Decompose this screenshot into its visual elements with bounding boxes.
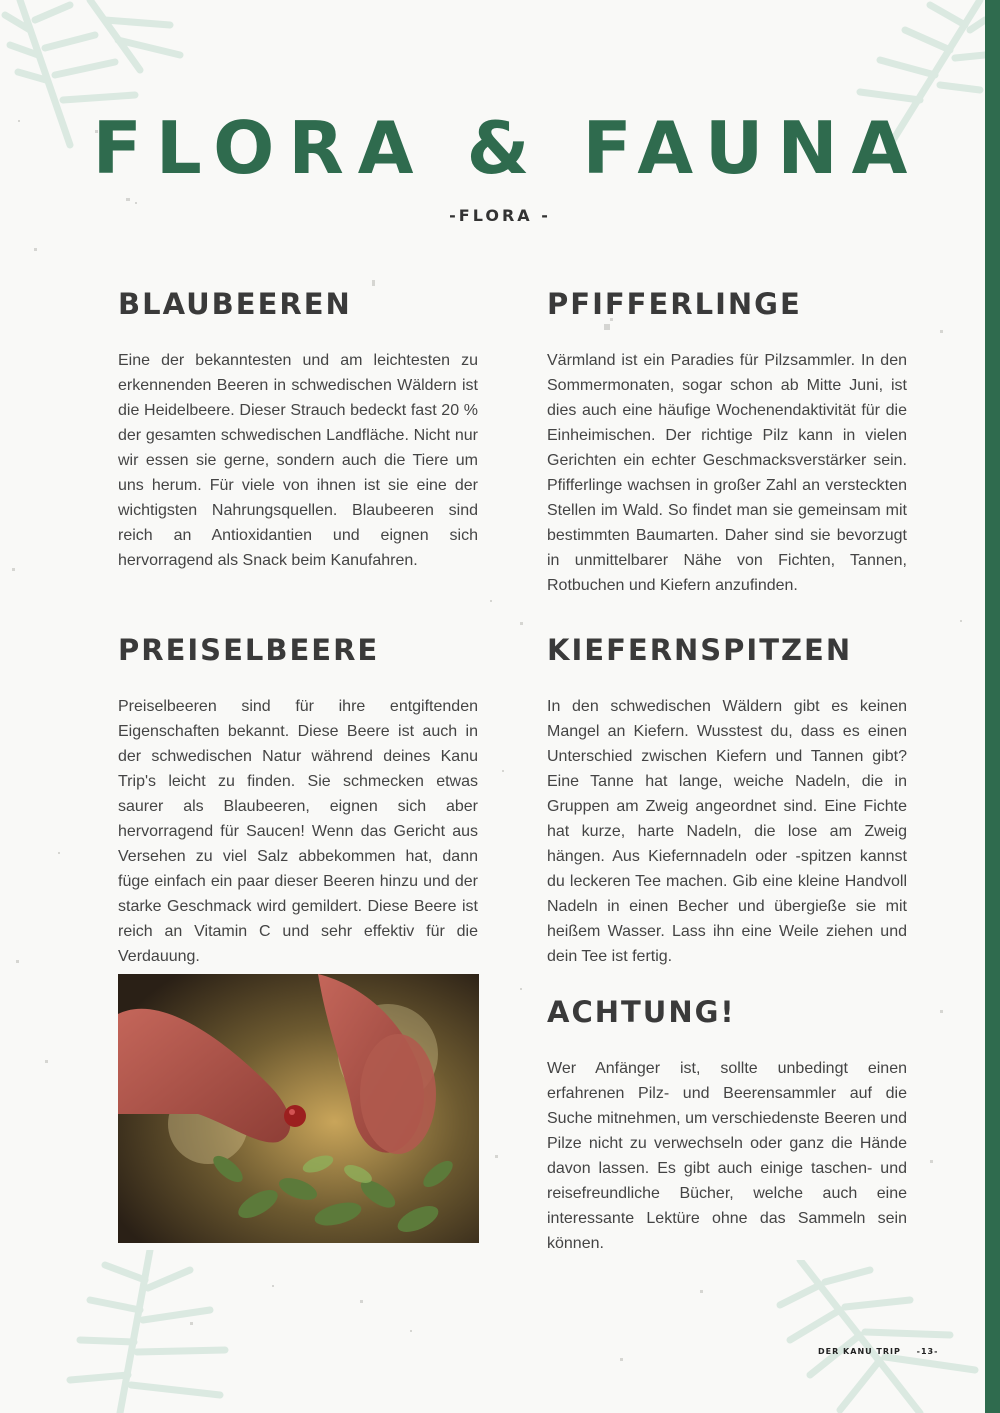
section-heading: KIEFERNSPITZEN: [547, 633, 853, 667]
photo-illustration: [118, 974, 479, 1243]
section-text: Värmland ist ein Paradies für Pilzsammler. In den Sommermonaten, sogar schon ab Mitte Juni, ist dies auch eine häufige Wochenendaktivität für die Einheimischen. Der richtige Pilz kann in vielen Gerichten ein echter Geschmacksverstärker sein. Pfifferlinge wachsen in großer Zahl an versteckten Stellen im Wald. So findet man sie gemeinsam mit bestimmten Baumarten. Daher sind sie bevorzugt in unmittelbarer Nähe von Fichten, Tannen, Rotbuchen und Kiefern anzufinden.: [547, 352, 907, 594]
section-heading: PFIFFERLINGE: [547, 287, 802, 321]
section-text: Wer Anfänger ist, sollte unbedingt einen erfahrenen Pilz- und Beerensammler auf die Suche mitnehmen, um verschiedenste Beeren und Pilze nicht zu verwechseln oder ganz die Hände davon lassen. Es gibt auch einige taschen- und reisefreundliche Bücher, welche auch eine interessante Lektüre ohne das Sammeln sein können.: [547, 1060, 907, 1252]
section-text: Preiselbeeren sind für ihre entgiftenden Eigenschaften bekannt. Diese Beere ist auch in der schwedischen Natur während deines Kanu Trip's leicht zu finden. Sie schmecken etwas saurer als Blaubeeren, eignen sich aber hervorragend für Saucen! Wenn das Gericht aus Versehen zu viel Salz abbekommen hat, dann füge einfach ein paar dieser Beeren hinzu und der starke Geschmack wird gemildert. Diese Beere ist reich an Vitamin C und sehr effektiv für die Verdauung.: [118, 698, 478, 965]
page-footer: [818, 1347, 950, 1356]
section-pfifferlinge: [547, 286, 907, 598]
page-subtitle: -FLORA -: [449, 206, 551, 225]
berry-picking-photo: [118, 974, 479, 1243]
leaf-decoration-bottom-right: [720, 1260, 985, 1413]
section-kiefernspitzen: [547, 632, 907, 969]
section-heading: BLAUBEEREN: [118, 287, 352, 321]
section-heading: ACHTUNG!: [547, 995, 736, 1029]
footer-label: DER KANU TRIP: [818, 1347, 901, 1356]
leaf-decoration-bottom-left: [60, 1250, 260, 1413]
page-number: -13-: [916, 1347, 939, 1356]
page-title: FLORA & FAUNA: [92, 106, 922, 190]
section-blaubeeren: [118, 286, 478, 573]
section-text: Eine der bekanntesten und am leichtesten zu erkennenden Beeren in schwedischen Wäldern ist die Heidelbeere. Dieser Strauch bedeckt fast 20 % der gesamten schwedischen Landfläche. Nicht nur wir essen sie gerne, sondern auch die Tiere um uns herum. Für viele von ihnen ist sie eine der wichtigsten Nahrungsquellen. Blaubeeren sind reich an Antioxidantien und eignen sich hervorragend als Snack beim Kanufahren.: [118, 352, 478, 569]
section-text: In den schwedischen Wäldern gibt es keinen Mangel an Kiefern. Wusstest du, dass es einen Unterschied zwischen Kiefern und Tannen gibt? Eine Tanne hat lange, weiche Nadeln, die in Gruppen am Zweig angeordnet sind. Eine Fichte hat kurze, harte Nadeln, die lose am Zweig hängen. Aus Kiefernnadeln oder -spitzen kannst du leckeren Tee machen. Gib eine kleine Handvoll Nadeln in einen Becher und übergieße sie mit heißem Wasser. Lass ihn eine Weile ziehen und dein Tee ist fertig.: [547, 698, 907, 965]
section-achtung: [547, 994, 907, 1256]
section-heading: PREISELBEERE: [118, 633, 380, 667]
section-preiselbeere: [118, 632, 478, 969]
